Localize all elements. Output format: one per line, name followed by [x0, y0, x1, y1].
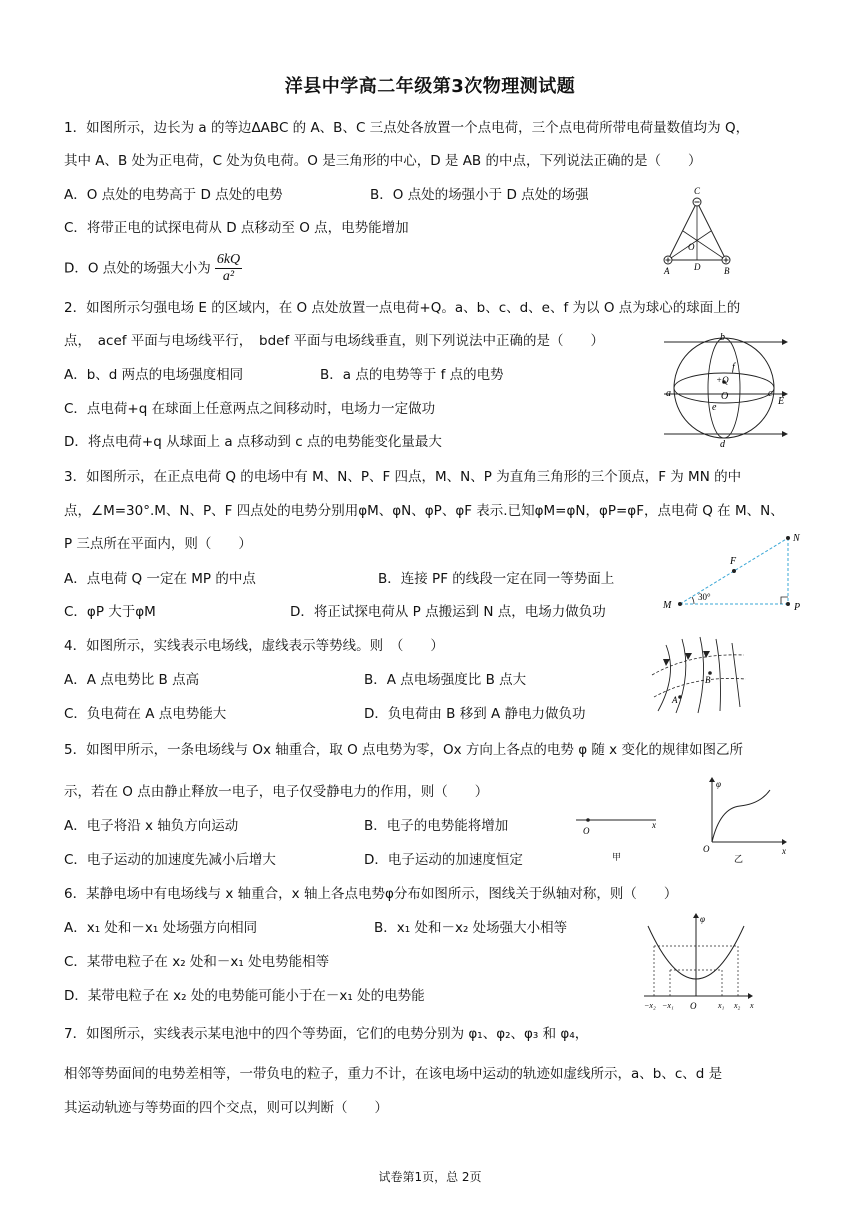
q3-option-d: D．将正试探电荷从 P 点搬运到 N 点，电场力做负功	[290, 604, 606, 620]
q5-option-c: C．电子运动的加速度先减小后增大	[64, 852, 276, 868]
q5-yi-label-x: x	[782, 846, 786, 856]
q6-option-c: C．某带电粒子在 x₂ 处和－x₁ 处电势能相等	[64, 954, 330, 970]
q1-stem-line1: 1．如图所示，边长为 a 的等边ΔABC 的 A、B、C 三点处各放置一个点电荷，三个点电荷所带电荷量数值均为 Q，	[64, 120, 750, 136]
q7-stem-line3: 其运动轨迹与等势面的四个交点，则可以判断（ ）	[64, 1100, 388, 1116]
q6-label-phi: φ	[700, 914, 705, 924]
q5-option-b: B．电子的电势能将增加	[364, 818, 509, 834]
q6-stem: 6．某静电场中有电场线与 x 轴重合，x 轴上各点电势φ分布如图所示，图线关于纵轴对称，则（ ）	[64, 886, 678, 902]
q1-option-a: A．O 点处的电势高于 D 点处的电势	[64, 187, 283, 203]
page-footer: 试卷第1页，总 2页	[378, 1170, 482, 1184]
q4-option-b: B．A 点电场强度比 B 点大	[364, 672, 527, 688]
q5-yi-label-phi: φ	[716, 779, 721, 789]
q1-option-d-fraction	[215, 252, 242, 285]
q2-label-f: f	[732, 362, 735, 373]
q2-option-d: D．将点电荷+q 从球面上 a 点移动到 c 点的电势能变化量最大	[64, 434, 442, 450]
q2-label-e: e	[712, 402, 717, 413]
q3-stem-line1: 3．如图所示，在正点电荷 Q 的电场中有 M、N、P、F 四点，M、N、P 为直角三角形的三个顶点，F 为 MN 的中	[64, 469, 742, 485]
q1-label-d: D	[694, 262, 701, 272]
q2-label-c: c	[768, 388, 773, 399]
q2-label-e-field: E	[778, 396, 785, 407]
q5-figure-yi	[700, 778, 790, 866]
q2-stem-line1: 2．如图所示匀强电场 E 的区域内，在 O 点处放置一点电荷+Q。a、b、c、d、e、f 为以 O 点为球心的球面上的	[64, 300, 741, 316]
q3-triangle-figure	[660, 530, 810, 620]
q1-option-d	[64, 252, 242, 285]
page-title: 洋县中学高二年级第3次物理测试题	[284, 76, 576, 97]
q1-triangle-figure	[660, 186, 740, 280]
q5-option-d: D．电子运动的加速度恒定	[364, 852, 523, 868]
q1-label-a: A	[664, 266, 670, 276]
q6-option-a: A．x₁ 处和－x₁ 处场强方向相同	[64, 920, 258, 936]
q2-option-a: A．b、d 两点的电场强度相同	[64, 367, 244, 383]
q4-field-lines-figure	[650, 635, 750, 715]
q6-label-o: O	[690, 1001, 697, 1011]
q5-stem-line1: 5．如图甲所示，一条电场线与 Ox 轴重合，取 O 点电势为零，Ox 方向上各点的电势 φ 随 x 变化的规律如图乙所	[64, 742, 743, 758]
q5-yi-caption: 乙	[734, 854, 744, 864]
q1-label-c: C	[694, 186, 701, 196]
q4-option-d: D．负电荷由 B 移到 A 静电力做负功	[364, 706, 586, 722]
q3-label-angle: 30°	[698, 592, 711, 602]
q3-label-m: M	[663, 600, 672, 611]
q3-option-c: C．φP 大于φM	[64, 604, 156, 620]
q1-label-o: O	[688, 242, 695, 252]
q2-label-b: b	[720, 332, 725, 343]
q6-label-x1: x₁	[718, 1001, 725, 1010]
q3-label-n: N	[793, 533, 800, 544]
q1-option-b: B．O 点处的场强小于 D 点处的场强	[370, 187, 589, 203]
q4-label-b: B	[705, 675, 711, 685]
q6-label-neg-x2: −x₂	[644, 1001, 656, 1010]
q3-stem-line3: P 三点所在平面内，则（ ）	[64, 536, 252, 552]
q2-label-q: +Q	[716, 375, 729, 385]
q5-jia-label-x: x	[652, 820, 656, 830]
q3-stem-line2: 点，∠M=30°.M、N、P、F 四点处的电势分别用φM、φN、φP、φF 表示.已知φM=φN，φP=φF，点电荷 Q 在 M、N、	[64, 503, 784, 519]
q1-stem-line2: 其中 A、B 处为正电荷，C 处为负电荷。O 是三角形的中心，D 是 AB 的中点，下列说法正确的是（ ）	[64, 153, 702, 169]
q2-label-a: a	[666, 388, 671, 399]
q2-stem-line2: 点， acef 平面与电场线平行， bdef 平面与电场线垂直，则下列说法中正确的是（ ）	[64, 333, 605, 349]
q5-jia-caption: 甲	[612, 852, 622, 862]
q2-sphere-figure	[662, 330, 792, 450]
q6-label-x2: x₂	[734, 1001, 741, 1010]
q5-stem-line2: 示，若在 O 点由静止释放一电子，电子仅受静电力的作用，则（ ）	[64, 784, 489, 800]
q6-label-x: x	[750, 1001, 754, 1010]
q2-label-d: d	[720, 439, 725, 450]
q5-option-a: A．电子将沿 x 轴负方向运动	[64, 818, 239, 834]
q1-label-b: B	[724, 266, 730, 276]
q4-label-a: A	[672, 695, 678, 705]
q5-jia-label-o: O	[583, 826, 590, 836]
q4-stem: 4．如图所示，实线表示电场线，虚线表示等势线。则 （ ）	[64, 638, 444, 654]
q3-label-p: P	[794, 602, 801, 613]
q5-yi-label-o: O	[703, 844, 710, 854]
q7-stem-line2: 相邻等势面间的电势差相等，一带负电的粒子，重力不计，在该电场中运动的轨迹如虚线所示，a、b、c、d 是	[64, 1066, 723, 1082]
q6-option-d: D．某带电粒子在 x₂ 处的电势能可能小于在－x₁ 处的电势能	[64, 988, 425, 1004]
q6-potential-figure	[640, 912, 760, 1012]
q4-option-c: C．负电荷在 A 点电势能大	[64, 706, 227, 722]
q6-label-neg-x1: −x₁	[662, 1001, 674, 1010]
q3-option-a: A．点电荷 Q 一定在 MP 的中点	[64, 571, 256, 587]
q1-option-c: C．将带正电的试探电荷从 D 点移动至 O 点，电势能增加	[64, 220, 409, 236]
q1-option-d-text: D．O 点处的场强大小为	[64, 260, 211, 277]
q7-stem-line1: 7．如图所示，实线表示某电池中的四个等势面，它们的电势分别为 φ₁、φ₂、φ₃ 和 φ₄，	[64, 1026, 589, 1042]
q1-fraction-numerator: 6kQ	[216, 252, 241, 267]
q6-option-b: B．x₁ 处和－x₂ 处场强大小相等	[374, 920, 568, 936]
q1-fraction-denominator: a²	[222, 269, 235, 284]
q5-figure-jia	[572, 810, 672, 865]
q4-option-a: A．A 点电势比 B 点高	[64, 672, 200, 688]
q2-option-b: B．a 点的电势等于 f 点的电势	[320, 367, 504, 383]
q3-option-b: B．连接 PF 的线段一定在同一等势面上	[378, 571, 615, 587]
q2-label-o: O	[721, 391, 729, 402]
q2-option-c: C．点电荷+q 在球面上任意两点之间移动时，电场力一定做功	[64, 401, 436, 417]
q3-label-f: F	[730, 556, 737, 567]
